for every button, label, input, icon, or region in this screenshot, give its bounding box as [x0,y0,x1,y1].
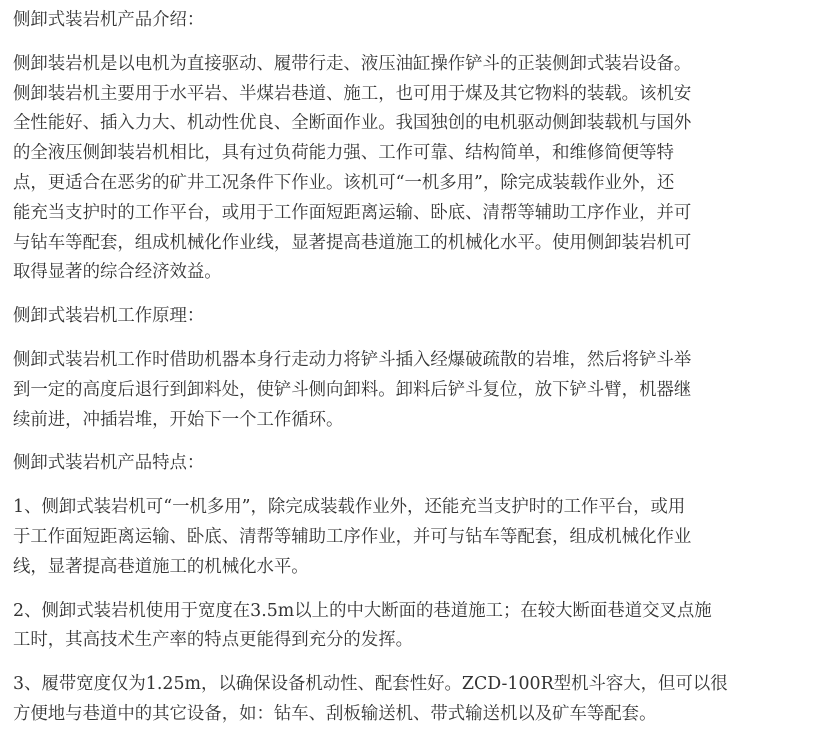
text-line: 的全液压侧卸装岩机相比，具有过负荷能力强、工作可靠、结构简单，和维修简便等特 [13,143,674,164]
text-line: 侧卸装岩机是以电机为直接驱动、履带行走、液压油缸操作铲斗的正装侧卸式装岩设备。 [13,53,692,74]
paragraph-intro [13,50,813,288]
text-line: 2、侧卸式装岩机使用于宽度在3.5m以上的中大断面的巷道施工；在较大断面巷道交叉点施 [13,600,712,621]
text-line: 于工作面短距离运输、卧底、清帮等辅助工序作业，并可与钻车等配套，组成机械化作业 [13,526,692,547]
text-line: 侧卸式装岩机工作原理： [13,306,205,327]
text-line: 取得显著的综合经济效益。 [13,262,222,283]
text-line: 3、履带宽度仅为1.25m，以确保设备机动性、配套性好。ZCD-100R型机斗容大，但可以很 [13,674,728,695]
text-line: 方便地与巷道中的其它设备，如：钻车、刮板输送机、带式输送机以及矿车等配套。 [13,703,657,724]
text-line: 侧卸式装岩机工作时借助机器本身行走动力将铲斗插入经爆破疏散的岩堆，然后将铲斗举 [13,349,692,370]
feature-item-1 [13,493,813,582]
paragraph-principle [13,346,813,435]
text-line: 全性能好、插入力大、机动性优良、全断面作业。我国独创的电机驱动侧卸装载机与国外 [13,113,692,134]
text-line: 能充当支护时的工作平台，或用于工作面短距离运输、卧底、清帮等辅助工序作业，并可 [13,202,692,223]
text-line: 到一定的高度后退行到卸料处，使铲斗侧向卸料。卸料后铲斗复位，放下铲斗臂，机器继 [13,379,692,400]
section-heading-intro [13,6,813,36]
feature-item-2 [13,597,813,657]
section-heading-principle [13,302,813,332]
article-body [13,6,813,744]
section-heading-features [13,449,813,479]
text-line: 侧卸式装岩机产品特点： [13,453,205,474]
feature-item-3 [13,670,813,730]
text-line: 线，显著提高巷道施工的机械化水平。 [13,556,309,577]
text-line: 侧卸装岩机主要用于水平岩、半煤岩巷道、施工，也可用于煤及其它物料的装载。该机安 [13,83,692,104]
text-line: 1、侧卸式装岩机可“一机多用”，除完成装载作业外，还能充当支护时的工作平台，或用 [13,497,686,518]
text-line: 侧卸式装岩机产品介绍： [13,10,205,30]
text-line: 工时，其高技术生产率的特点更能得到充分的发挥。 [13,630,413,651]
text-line: 点，更适合在恶劣的矿井工况条件下作业。该机可“一机多用”，除完成装载作业外，还 [13,172,675,193]
text-line: 与钻车等配套，组成机械化作业线，显著提高巷道施工的机械化水平。使用侧卸装岩机可 [13,232,692,253]
text-line: 续前进，冲插岩堆，开始下一个工作循环。 [13,409,344,430]
